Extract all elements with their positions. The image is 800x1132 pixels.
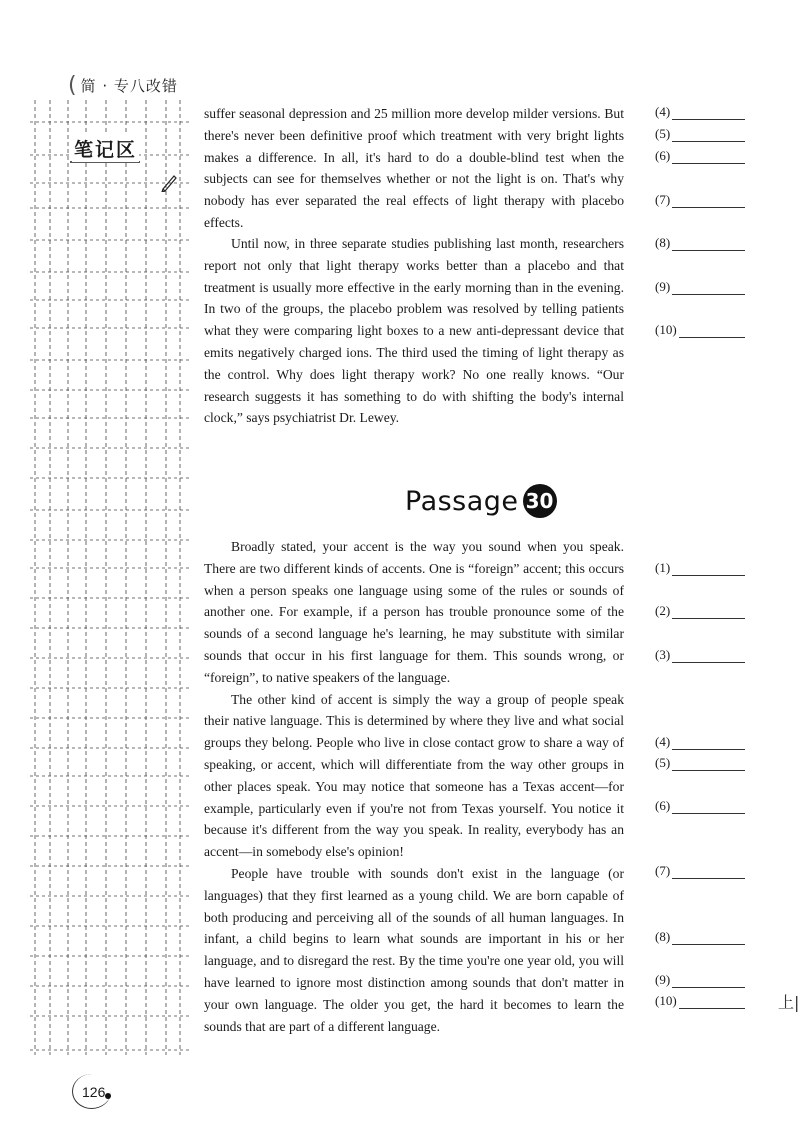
answer-blank[interactable]: [655, 104, 745, 120]
blank-label: (6): [655, 798, 671, 813]
prev-para1-text: suffer seasonal depression and 25 million more develop milder versions. But there's never been definitive proof which treatment with very bright lights makes a difference. In all, it's hard to do a double-blind test when the subjects can see for themselves whether or not the light is on. That's why nobody has ever separated the real effects of light therapy with placebo effects.: [204, 106, 624, 230]
bracket-decoration-icon: (: [68, 72, 77, 98]
passage-para1: Broadly stated, your accent is the way you sound when you speak. There are two different kinds of accents. One is “foreign” accent; this occurs when a person speaks one language using some of the rules or sounds of another one. For example, if a person has trouble pronounce some of the sounds of a second language he's learning, he may substitute with similar sounds that occur in his first language for them. This sounds wrong, or “foreign”, to native speakers of the language.: [204, 539, 624, 685]
blank-label: (9): [655, 972, 671, 987]
prev-passage-para1: [204, 103, 624, 234]
blank-label: (2): [655, 603, 671, 618]
answer-blank[interactable]: [655, 972, 745, 988]
blank-label: (9): [655, 279, 671, 294]
answer-blank[interactable]: [655, 863, 745, 879]
blank-label: (5): [655, 126, 671, 141]
passage-number-badge: 30: [523, 484, 557, 518]
answer-blank[interactable]: [655, 993, 745, 1009]
notes-area: [30, 100, 190, 1060]
blank-line: [672, 604, 745, 619]
answer-blank[interactable]: [655, 192, 745, 208]
blank-line: [672, 280, 745, 295]
blank-line: [672, 735, 745, 750]
passage-heading: [405, 484, 557, 518]
blank-line: [672, 799, 745, 814]
answer-blank[interactable]: [655, 798, 745, 814]
header-title: 简 · 专八改错: [80, 76, 178, 95]
answer-blank[interactable]: [655, 755, 745, 771]
answer-blank[interactable]: [655, 603, 745, 619]
page-number-badge: [72, 1074, 116, 1112]
side-mark: 上|: [778, 993, 800, 1012]
answer-blank[interactable]: [655, 148, 745, 164]
answer-blank[interactable]: [655, 560, 745, 576]
blank-line: [672, 756, 745, 771]
page-header: [68, 70, 178, 100]
blank-line: [672, 236, 745, 251]
blank-label: (8): [655, 929, 671, 944]
blank-label: (4): [655, 734, 671, 749]
blank-label: (10): [655, 322, 677, 337]
blank-line: [679, 994, 745, 1009]
pencil-icon: [160, 172, 178, 192]
blank-label: (3): [655, 647, 671, 662]
blank-line: [672, 105, 745, 120]
blank-line: [672, 193, 745, 208]
blank-line: [672, 561, 745, 576]
blank-label: (7): [655, 863, 671, 878]
blank-line: [672, 149, 745, 164]
answer-blank[interactable]: [655, 322, 745, 338]
blank-line: [672, 930, 745, 945]
answer-blank[interactable]: [655, 929, 745, 945]
page-number-dot: [105, 1093, 111, 1099]
page-number: 126: [82, 1084, 106, 1100]
blank-label: (4): [655, 104, 671, 119]
blank-label: (5): [655, 755, 671, 770]
blank-line: [672, 864, 745, 879]
blank-label: (1): [655, 560, 671, 575]
passage-para3: People have trouble with sounds don't exist in the language (or languages) that they first learned as a young child. We are born capable of both producing and perceiving all of the sounds of all human languages. In infant, a child begins to learn what sounds are important in his or her language, and to disregard the rest. By the time you're one year old, you will have learned to ignore most distinction among sounds that don't matter in your own language. The older you get, the hard it becomes to learn the sounds that are part of a different language.: [204, 865, 624, 1034]
blank-label: (6): [655, 148, 671, 163]
blank-label: (10): [655, 993, 677, 1008]
blank-line: [672, 127, 745, 142]
blank-line: [679, 323, 745, 338]
blank-line: [672, 973, 745, 988]
answer-blank[interactable]: [655, 126, 745, 142]
prev-para2-text: Until now, in three separate studies publishing last month, researchers report not only that light therapy works better than a placebo and that treatment is usually more effective in the early morning than in the evening. In two of the groups, the placebo problem was resolved by telling patients what they were comparing light boxes to a new anti-depressant device that emits negatively charged ions. The third used the timing of light therapy as the control. Why does light therapy work? No one really knows. “Our research suggests it has something to do with shifting the body's internal clock,” says psychiatrist Dr. Lewey.: [204, 236, 624, 426]
blank-label: (8): [655, 235, 671, 250]
answer-blank[interactable]: [655, 235, 745, 251]
answer-blank[interactable]: [655, 279, 745, 295]
notes-grid: [30, 100, 195, 1060]
answer-blank[interactable]: [655, 734, 745, 750]
prev-passage-para2: [204, 233, 624, 429]
passage-para2: The other kind of accent is simply the way a group of people speak their native language. This is determined by where they live and what social groups they belong. People who live in close contact grow to share a way of speaking, or accent, which will differentiate from the way other groups in other places speak. You may notice that someone has a Texas accent—for example, particularly even if you're not from Texas yourself. You notice it because it's different from the way you speak. In reality, everybody has an accent—in somebody else's opinion!: [204, 691, 624, 860]
blank-label: (7): [655, 192, 671, 207]
answer-blank[interactable]: [655, 647, 745, 663]
passage-body: [204, 536, 624, 1037]
notes-title: 笔记区: [72, 135, 139, 162]
passage-label: Passage: [405, 485, 519, 517]
blank-line: [672, 648, 745, 663]
